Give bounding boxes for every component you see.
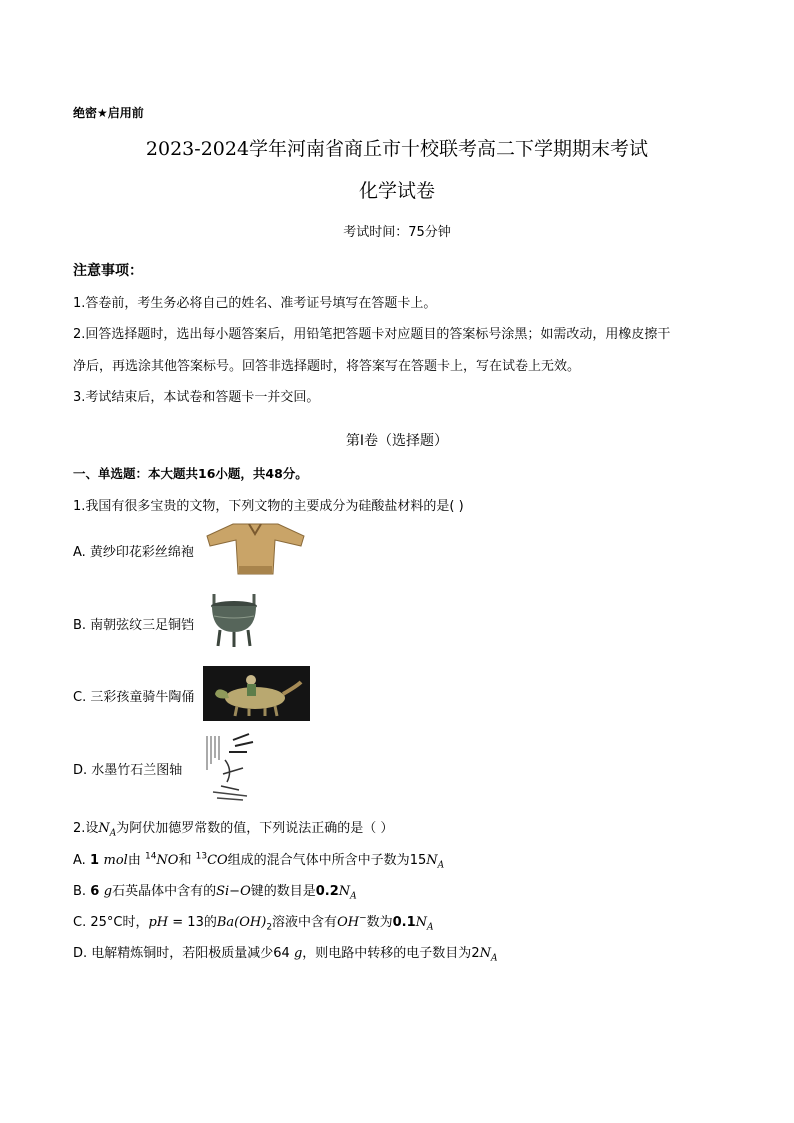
q2-a-text3: 组成的混合气体中所含中子数为 [227,853,410,868]
q2-d-unit: g [293,946,303,961]
q2-a-unit: mol [103,853,128,868]
q2-a-amount: 1 [89,853,104,868]
q2-b-amount: 6 [90,884,104,899]
confidential-label: 绝密★启用前 [73,106,144,120]
notice-item-2a: 2.回答选择题时，选出每小题答案后，用铅笔把答题卡对应题目的答案标号涂黑；如需改动，用橡皮擦干 [73,327,671,342]
q2-b-text1: 石英晶体中含有的 [112,884,217,899]
q2-c-formula: Ba(OH) [216,915,267,930]
q2-c-ph-value: = 13 [168,915,204,930]
q2-stem [73,817,393,839]
q2-b-value: 0.2 [315,884,339,899]
q2-a-formula2: CO [207,853,228,868]
q2-a-text2: 和 [178,853,196,868]
ink-bamboo-painting-image [203,730,255,804]
avogadro-subscript: A [490,953,498,964]
q2-a-label: A. [73,853,90,868]
q2-option-c [73,911,434,933]
q1-option-a: A. 黄纱印花彩丝绵袍 [73,545,194,560]
q2-b-bond: Si−O [216,884,251,899]
q2-c-ion-charge: − [359,913,367,924]
q2-a-text1: 由 [127,853,145,868]
sancai-pottery-image [203,666,310,721]
q2-a-isotope1: 14 [144,851,157,862]
exam-subtitle: 化学试卷 [358,180,435,202]
notice-heading: 注意事项： [73,263,143,279]
q1-option-c: C. 三彩孩童骑牛陶俑 [73,690,195,705]
q1-option-b: B. 南朝弦纹三足铜铛 [73,618,195,633]
notice-item-2b: 净后，再选涂其他答案标号。回答非选择题时，将答案写在答题卡上，写在试卷上无效。 [73,359,581,374]
q2-c-ion: OH [337,915,360,930]
q2-b-unit: g [103,884,113,899]
avogadro-symbol: N [415,915,428,930]
avogadro-symbol: N [479,946,491,961]
avogadro-symbol: N [338,884,351,899]
bronze-tripod-image [204,590,264,650]
avogadro-subscript: A [437,860,445,871]
q2-c-label: C. 25°C时， [73,915,149,930]
notice-item-1: 1.答卷前，考生务必将自己的姓名、准考证号填写在答题卡上。 [73,296,437,311]
q2-option-b [73,880,357,902]
q2-a-formula1: NO [156,853,179,868]
avogadro-symbol: N [426,853,438,868]
avogadro-symbol: N [98,821,110,836]
exam-time: 考试时间：75分钟 [343,225,451,240]
notice-item-3: 3.考试结束后，本试卷和答题卡一并交回。 [73,390,320,405]
q2-d-value: 2 [471,946,480,961]
q2-d-amount: 64 [273,946,294,961]
q2-c-value: 0.1 [392,915,416,930]
avogadro-subscript: A [109,828,117,839]
q2-c-ph: pH [148,915,169,930]
q2-c-text3: 数为 [366,915,393,930]
q2-d-text1: D. 电解精炼铜时，若阳极质量减少 [73,946,274,961]
q2-c-formula-sub: 2 [266,922,273,933]
q2-stem-prefix: 2.设 [73,821,99,836]
part-heading: 一、单选题：本大题共16小题，共48分。 [73,466,308,481]
avogadro-subscript: A [427,922,434,933]
q2-stem-suffix: 为阿伏加德罗常数的值，下列说法正确的是（ ） [116,821,394,836]
silk-robe-image [203,520,308,576]
q2-a-value: 15 [409,853,427,868]
section-title: 第Ⅰ卷（选择题） [345,433,449,449]
q2-d-text2: ，则电路中转移的电子数目为 [302,946,472,961]
q2-a-isotope2: 13 [195,851,208,862]
q2-option-d [73,942,497,964]
q2-option-a [73,849,444,871]
q2-b-label: B. [73,884,91,899]
q2-c-text2: 溶液中含有 [272,915,338,930]
q1-option-d: D. 水墨竹石兰图轴 [73,763,183,778]
exam-title: 2023-2024学年河南省商丘市十校联考高二下学期期末考试 [145,138,649,160]
avogadro-subscript: A [350,891,357,902]
q2-c-text1: 的 [203,915,217,930]
q2-b-text2: 键的数目是 [250,884,316,899]
q1-stem: 1.我国有很多宝贵的文物，下列文物的主要成分为硅酸盐材料的是( ) [73,499,464,514]
